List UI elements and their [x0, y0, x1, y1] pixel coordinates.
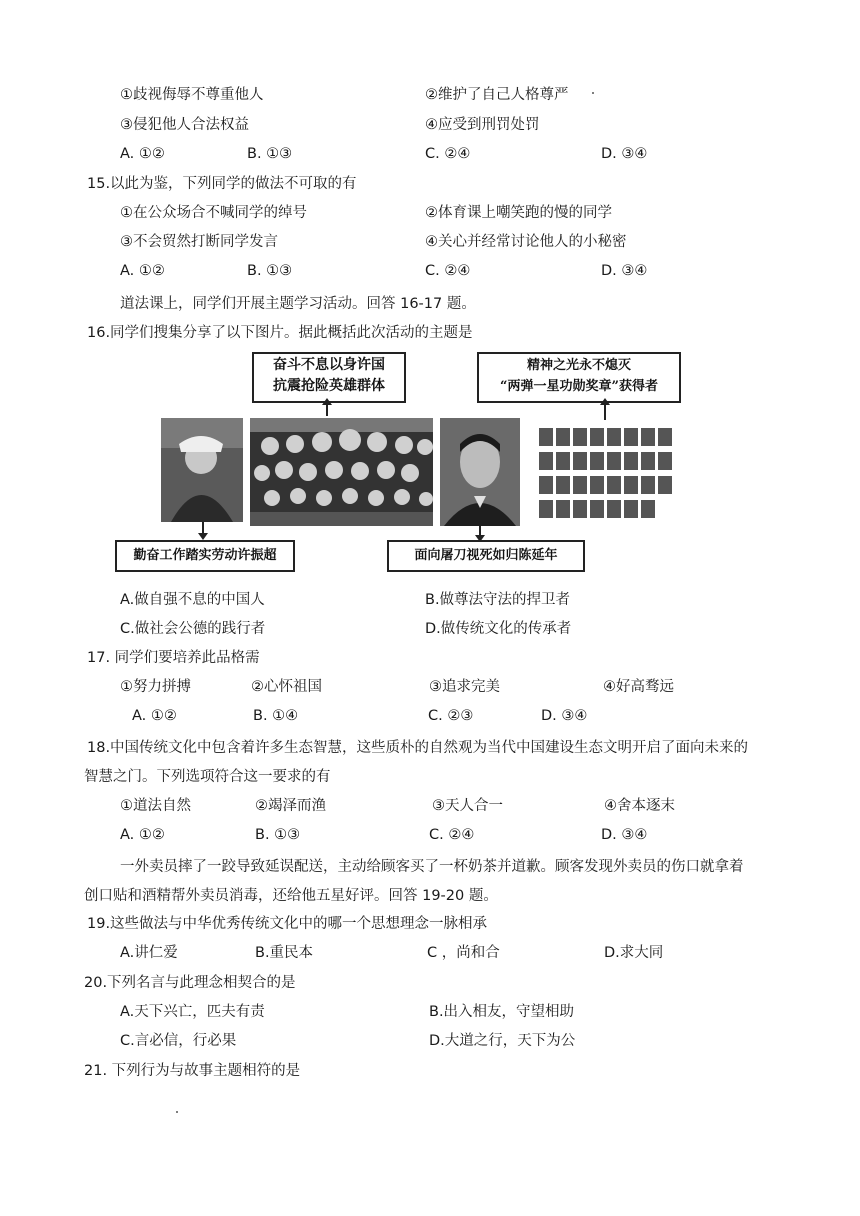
q18-option-2: ②竭泽而渔	[255, 798, 326, 814]
q17-choice-a: A. ①②	[132, 708, 177, 724]
photo-medal-recipients-grid	[535, 424, 675, 522]
q17-option-2: ②心怀祖国	[251, 679, 322, 695]
q19-choice-d: D.求大同	[604, 945, 664, 961]
q16-stem: 16.同学们搜集分享了以下图片。据此概括此次活动的主题是	[87, 325, 473, 341]
q20-choice-b: B.出入相友，守望相助	[429, 1004, 575, 1020]
q14-choice-b: B. ①③	[247, 146, 293, 162]
q14-choice-c: C. ②④	[425, 146, 471, 162]
photo-xu-zhenchao	[161, 418, 243, 522]
q14-option-2: ②维护了自己人格尊严	[425, 87, 569, 103]
q20-stem: 20.下列名言与此理念相契合的是	[84, 975, 296, 991]
scan-speck	[176, 1111, 178, 1113]
q18-choice-a: A. ①②	[120, 827, 165, 843]
q14-option-3: ③侵犯他人合法权益	[120, 117, 249, 133]
q18-option-1: ①道法自然	[120, 798, 191, 814]
caption-xu-zhenchao	[115, 540, 295, 572]
caption-line: “两弹一星功勋奖章”获得者	[500, 379, 658, 394]
q14-choice-a: A. ①②	[120, 146, 165, 162]
q14-choice-d: D. ③④	[601, 146, 648, 162]
q14-option-4: ④应受到刑罚处罚	[425, 117, 540, 133]
q21-stem: 21. 下列行为与故事主题相符的是	[84, 1063, 301, 1079]
caption-line: 面向屠刀视死如归陈延年	[414, 548, 558, 563]
arrow-up-icon	[599, 398, 611, 420]
q17-stem: 17. 同学们要培养此品格需	[87, 650, 260, 666]
q17-option-3: ③追求完美	[429, 679, 500, 695]
q17-option-4: ④好高骛远	[603, 679, 674, 695]
q16-choice-c: C.做社会公德的践行者	[120, 621, 266, 637]
arrow-up-icon	[321, 398, 333, 416]
q18-choice-c: C. ②④	[429, 827, 475, 843]
q19-choice-c: C ，尚和合	[427, 945, 500, 961]
photo-earthquake-heroes	[250, 418, 433, 526]
caption-line: 抗震抢险英雄群体	[273, 378, 385, 394]
q18-stem-line2: 智慧之门。下列选项符合这一要求的有	[84, 769, 331, 785]
q17-choice-d: D. ③④	[541, 708, 588, 724]
q18-choice-d: D. ③④	[601, 827, 648, 843]
intro-19-20-line2: 创口贴和酒精帮外卖员消毒，还给他五星好评。回答 19-20 题。	[84, 888, 498, 904]
caption-line: 精神之光永不熄灭	[526, 358, 631, 373]
q15-stem: 15.以此为鉴，下列同学的做法不可取的有	[87, 176, 357, 192]
q15-choice-c: C. ②④	[425, 263, 471, 279]
q15-option-1: ①在公众场合不喊同学的绰号	[120, 205, 307, 221]
q15-choice-b: B. ①③	[247, 263, 293, 279]
q16-choice-a: A.做自强不息的中国人	[120, 592, 265, 608]
caption-chen-yannian	[387, 540, 585, 572]
q20-choice-c: C.言必信，行必果	[120, 1033, 237, 1049]
caption-earthquake-heroes	[252, 352, 406, 403]
q15-choice-a: A. ①②	[120, 263, 165, 279]
intro-16-17: 道法课上，同学们开展主题学习活动。回答 16-17 题。	[120, 296, 476, 312]
q17-choice-c: C. ②③	[428, 708, 474, 724]
q15-choice-d: D. ③④	[601, 263, 648, 279]
q19-choice-b: B.重民本	[255, 945, 314, 961]
q15-option-2: ②体育课上嘲笑跑的慢的同学	[425, 205, 612, 221]
scan-speck	[592, 92, 594, 94]
q18-stem-line1: 18.中国传统文化中包含着许多生态智慧，这些质朴的自然观为当代中国建设生态文明开启了面向未来的	[87, 740, 749, 756]
q18-choice-b: B. ①③	[255, 827, 301, 843]
caption-line: 勤奋工作踏实劳动许振超	[133, 548, 277, 563]
q18-option-4: ④舍本逐末	[604, 798, 675, 814]
q16-choice-d: D.做传统文化的传承者	[425, 621, 572, 637]
photo-chen-yannian	[440, 418, 520, 526]
caption-line: 奋斗不息以身许国	[273, 357, 385, 373]
caption-two-bombs-one-satellite	[477, 352, 681, 403]
q20-choice-d: D.大道之行，天下为公	[429, 1033, 576, 1049]
q14-option-1: ①歧视侮辱不尊重他人	[120, 87, 264, 103]
q16-choice-b: B.做尊法守法的捍卫者	[425, 592, 571, 608]
q19-choice-a: A.讲仁爱	[120, 945, 178, 961]
q15-option-4: ④关心并经常讨论他人的小秘密	[425, 234, 627, 250]
intro-19-20-line1: 一外卖员摔了一跤导致延误配送，主动给顾客买了一杯奶茶并道歉。顾客发现外卖员的伤口就拿着	[120, 859, 744, 875]
q16-figure	[115, 346, 680, 578]
q20-choice-a: A.天下兴亡，匹夫有责	[120, 1004, 265, 1020]
arrow-down-icon	[197, 522, 209, 540]
q17-choice-b: B. ①④	[253, 708, 299, 724]
q18-option-3: ③天人合一	[432, 798, 503, 814]
q17-option-1: ①努力拼搏	[120, 679, 191, 695]
q15-option-3: ③不会贸然打断同学发言	[120, 234, 278, 250]
q19-stem: 19.这些做法与中华优秀传统文化中的哪一个思想理念一脉相承	[87, 916, 488, 932]
